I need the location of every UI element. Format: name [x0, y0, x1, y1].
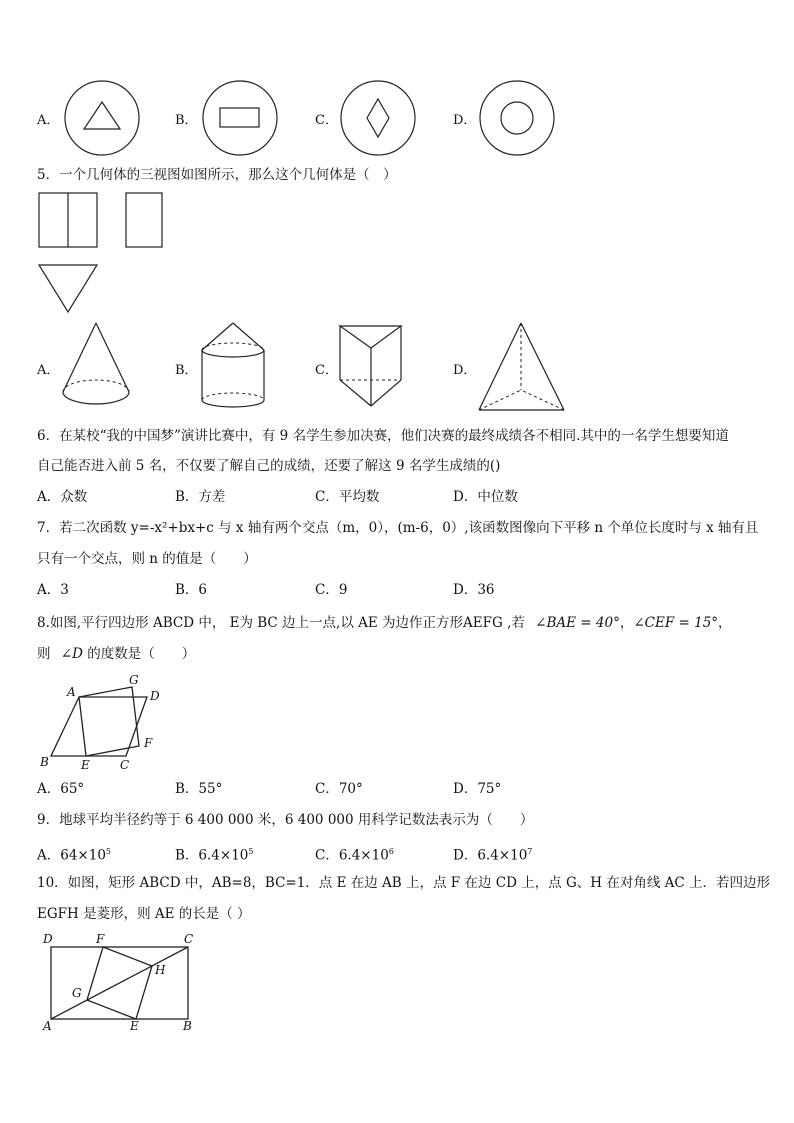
q8-parallelogram-figure	[36, 672, 166, 772]
rectangle-shape	[220, 108, 259, 127]
diagonal-ac	[51, 947, 188, 1019]
label-f: F	[144, 736, 153, 750]
side-view	[126, 193, 162, 247]
label-g: G	[72, 986, 82, 1000]
q5-three-view-figure	[38, 192, 168, 317]
q5-option-d-label: D．	[453, 363, 477, 378]
q4-option-d-figure	[477, 78, 557, 158]
q8-stem-line2	[37, 645, 195, 663]
q8-sep: ，	[619, 615, 634, 631]
q7-stem-line2: 只有一个交点，则 n 的值是（ ）	[37, 551, 257, 567]
q4-option-b-label: B．	[175, 113, 198, 128]
q9-option-a: A．$64\times 10^5$	[37, 847, 112, 864]
q4-option-c-label: C．	[315, 113, 338, 128]
triangular-pyramid-figure	[476, 320, 568, 415]
label-g: G	[129, 673, 139, 687]
label-d: D	[150, 689, 160, 703]
q8-stem-line1	[37, 614, 732, 632]
q6-option-b: B．方差	[175, 489, 226, 505]
q6-option-a: A．众数	[37, 489, 88, 505]
q10-rectangle-figure	[38, 930, 203, 1035]
q8-option-d: D．75°	[453, 781, 502, 797]
label-c: C	[184, 932, 194, 946]
q8-stem-question: 的度数是（ ）	[87, 646, 196, 662]
q7-option-c: C．9	[315, 582, 348, 598]
q10-stem-line2: EGFH 是菱形，则 AE 的长是（ ）	[37, 906, 251, 922]
label-a: A	[67, 685, 76, 699]
q8-stem-then: 则	[37, 646, 51, 662]
q4-option-c-figure	[338, 78, 418, 158]
q8-angle-d: ∠D	[60, 646, 83, 662]
q5-option-b-label: B．	[175, 363, 198, 378]
q6-option-d: D．中位数	[453, 489, 518, 505]
label-a: A	[43, 1019, 52, 1033]
q8-angle-bae: ∠BAE = 40°	[535, 615, 620, 631]
q6-stem-line2: 自己能否进入前 5 名，不仅要了解自己的成绩，还要了解这 9 名学生成绩的()	[37, 458, 501, 474]
q9-option-c: C．$6.4\times 10^6$	[315, 847, 394, 864]
label-d: D	[43, 932, 53, 946]
inner-circle-shape	[501, 102, 533, 134]
q8-stem-text: 8.如图,平行四边形 ABCD 中， E为 BC 边上一点,以 AE 为边作正方形AEFG ,若	[37, 615, 525, 631]
q8-option-a: A．65°	[37, 781, 85, 797]
label-f: F	[96, 932, 105, 946]
q5-option-c-label: C．	[315, 363, 338, 378]
q10-stem-line1: 10．如图，矩形 ABCD 中，AB=8，BC=1．点 E 在边 AB 上，点 F 在边 CD 上，点 G、H 在对角线 AC 上．若四边形	[37, 875, 770, 891]
cylinder-with-cone-figure	[198, 320, 270, 412]
triangular-prism-figure	[338, 322, 406, 410]
label-b: B	[40, 755, 49, 769]
q9-stem: 9．地球平均半径约等于 6 400 000 米，6 400 000 用科学记数法表示为（ ）	[37, 812, 534, 828]
q8-angle-cef: ∠CEF = 15°	[633, 615, 719, 631]
label-e: E	[130, 1019, 139, 1033]
top-view	[39, 265, 97, 312]
label-b: B	[183, 1019, 192, 1033]
q7-option-a: A．3	[37, 582, 69, 598]
q6-stem-line1: 6．在某校“我的中国梦”演讲比赛中，有 9 名学生参加决赛，他们决赛的最终成绩各不相同.其中的一名学生想要知道	[37, 428, 729, 444]
q8-end: ，	[718, 615, 732, 631]
q5-option-a-label: A．	[37, 363, 60, 378]
diamond-shape	[367, 99, 389, 137]
q4-option-d-label: D．	[453, 113, 477, 128]
q4-option-a-label: A．	[37, 113, 60, 128]
label-e: E	[81, 758, 90, 772]
q7-option-d: D．36	[453, 582, 495, 598]
q4-option-a-figure	[62, 78, 142, 158]
cone-figure	[60, 320, 135, 410]
q4-option-b-figure	[200, 78, 280, 158]
label-c: C	[120, 758, 130, 772]
q9-option-d: D．$6.4\times 10^7$	[453, 847, 533, 864]
q5-stem: 5．一个几何体的三视图如图所示，那么这个几何体是（ ）	[37, 167, 397, 183]
label-h: H	[155, 963, 166, 977]
q7-option-b: B．6	[175, 582, 208, 598]
q9-option-b: B．$6.4\times 10^5$	[175, 847, 254, 864]
q7-stem-line1: 7．若二次函数 y=-x²+bx+c 与 x 轴有两个交点（m，0），(m-6，0）,该函数图像向下平移 n 个单位长度时与 x 轴有且	[37, 520, 759, 536]
q8-option-c: C．70°	[315, 781, 363, 797]
q6-option-c: C．平均数	[315, 489, 380, 505]
triangle-shape	[84, 102, 120, 129]
q8-option-b: B．55°	[175, 781, 223, 797]
